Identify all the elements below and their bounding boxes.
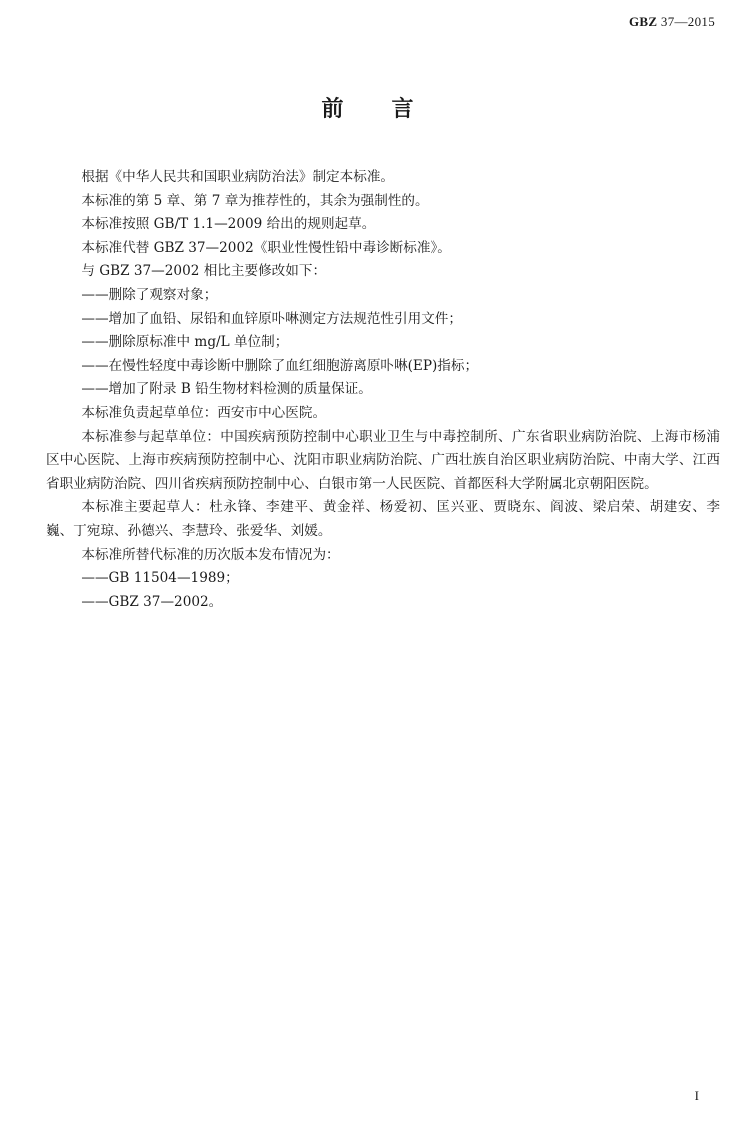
standard-code-number: 37—2015	[660, 14, 715, 29]
paragraph: 本标准负责起草单位：西安市中心医院。	[81, 404, 327, 421]
paragraph: 本标准代替 GBZ 37—2002《职业性慢性铅中毒诊断标准》。	[81, 239, 451, 256]
list-item: ——删除原标准中 mg/L 单位制；	[81, 334, 289, 351]
paragraph: 本标准的第 5 章、第 7 章为推荐性的，其余为强制性的。	[81, 192, 429, 209]
standard-code	[629, 14, 715, 30]
document-body	[46, 166, 720, 614]
paragraph: 根据《中华人民共和国职业病防治法》制定本标准。	[81, 169, 395, 185]
list-item: ——GBZ 37—2002。	[81, 593, 223, 610]
list-item: ——在慢性轻度中毒诊断中删除了血红细胞游离原卟啉(EP)指标；	[81, 357, 479, 374]
list-item: ——删除了观察对象；	[81, 286, 218, 303]
paragraph: 本标准参与起草单位：中国疾病预防控制中心职业卫生与中毒控制所、广东省职业病防治院、上海市杨浦区中心医院、上海市疾病预防控制中心、沈阳市职业病防治院、广西壮族自治区职业病防治院、中南大学、江西省职业病防治院、四川省疾病预防控制中心、白银市第一人民医院、首都医科大学附属北京朝阳医院。	[46, 428, 720, 492]
paragraph: 与 GBZ 37—2002 相比主要修改如下：	[81, 263, 327, 280]
standard-code-prefix: GBZ	[628, 14, 658, 29]
list-item: ——增加了附录 B 铅生物材料检测的质量保证。	[81, 381, 372, 398]
page-number: I	[694, 1088, 699, 1103]
paragraph: 本标准主要起草人：杜永锋、李建平、黄金祥、杨爱初、匡兴亚、贾晓东、阎波、梁启荣、胡建安、李巍、丁宛琼、孙德兴、李慧玲、张爱华、刘媛。	[46, 499, 720, 539]
paragraph: 本标准按照 GB/T 1.1—2009 给出的规则起草。	[81, 216, 376, 233]
page-title: 前言	[321, 97, 462, 122]
list-item: ——GB 11504—1989；	[81, 570, 239, 587]
paragraph: 本标准所替代标准的历次版本发布情况为：	[81, 546, 340, 563]
list-item: ——增加了血铅、尿铅和血锌原卟啉测定方法规范性引用文件；	[81, 310, 462, 327]
